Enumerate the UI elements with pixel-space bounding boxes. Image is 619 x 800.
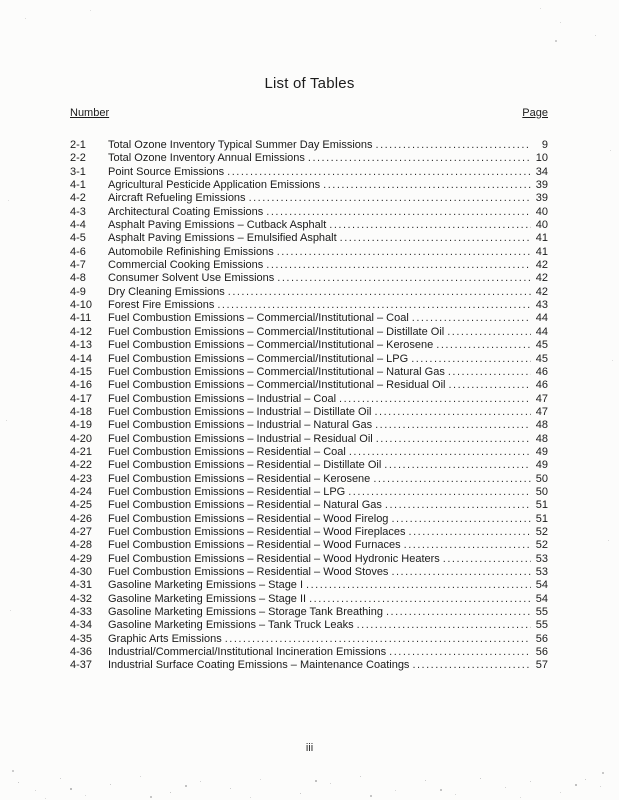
table-page-number: 44 <box>535 325 548 338</box>
table-row <box>70 419 548 432</box>
table-title: Consumer Solvent Use Emissions <box>108 272 275 285</box>
table-number: 2-1 <box>70 139 86 151</box>
dot-leader <box>308 152 531 165</box>
table-page-number: 51 <box>535 499 548 512</box>
dot-leader <box>228 286 531 299</box>
table-page-number: 55 <box>535 619 548 632</box>
table-page-number: 50 <box>535 485 548 498</box>
table-row <box>70 152 548 165</box>
table-title: Fuel Combustion Emissions – Residential – Distillate Oil <box>108 459 382 472</box>
table-number: 4-24 <box>70 485 93 498</box>
table-page-number: 42 <box>535 285 548 298</box>
table-number: 4-5 <box>70 232 86 245</box>
table-number: 4-26 <box>70 512 93 525</box>
table-number: 4-22 <box>70 459 93 472</box>
table-page-number: 56 <box>535 632 548 645</box>
table-title: Fuel Combustion Emissions – Commercial/Institutional – LPG <box>108 352 409 365</box>
table-row <box>70 526 548 539</box>
table-row <box>70 286 548 299</box>
table-row <box>70 272 548 285</box>
dot-leader <box>448 379 531 392</box>
dot-leader <box>340 232 531 245</box>
table-page-number: 42 <box>535 272 548 285</box>
dot-leader <box>409 526 531 539</box>
table-title: Fuel Combustion Emissions – Industrial – Residual Oil <box>108 432 373 445</box>
number-column-header: Number <box>70 107 110 119</box>
table-page-number: 49 <box>535 459 548 472</box>
table-number: 4-6 <box>70 245 86 258</box>
table-title: Fuel Combustion Emissions – Residential – Wood Furnaces <box>108 539 401 552</box>
table-page-number: 42 <box>535 259 548 272</box>
table-title: Fuel Combustion Emissions – Commercial/Institutional – Distillate Oil <box>108 325 445 338</box>
table-row <box>70 659 548 672</box>
dot-leader <box>357 619 531 632</box>
table-page-number: 51 <box>535 512 548 525</box>
table-row <box>70 579 548 592</box>
table-page-number: 39 <box>535 179 548 192</box>
table-page-number: 40 <box>535 205 548 218</box>
table-page-number: 43 <box>535 299 548 312</box>
table-page-number: 9 <box>541 139 548 151</box>
table-title: Gasoline Marketing Emissions – Stage II <box>108 592 307 605</box>
table-title: Fuel Combustion Emissions – Commercial/Institutional – Residual Oil <box>108 379 446 392</box>
table-number: 4-16 <box>70 379 93 392</box>
table-row <box>70 232 548 245</box>
table-number: 4-3 <box>70 205 86 218</box>
table-page-number: 41 <box>535 245 548 258</box>
table-row <box>70 646 548 659</box>
table-number: 4-25 <box>70 499 93 512</box>
table-title: Gasoline Marketing Emissions – Storage Tank Breathing <box>108 606 383 619</box>
dot-leader <box>306 579 531 592</box>
table-title: Total Ozone Inventory Typical Summer Day Emissions <box>108 139 373 151</box>
table-title: Commercial Cooking Emissions <box>108 259 264 272</box>
table-row <box>70 339 548 352</box>
dot-leader <box>386 606 531 619</box>
table-number: 4-27 <box>70 525 93 538</box>
table-row <box>70 486 548 499</box>
table-row <box>70 353 548 366</box>
table-page-number: 54 <box>535 579 548 592</box>
table-number: 4-34 <box>70 619 93 632</box>
table-page-number: 55 <box>535 606 548 619</box>
dot-leader <box>225 633 531 646</box>
table-number: 4-11 <box>70 312 92 325</box>
dot-leader <box>391 566 531 579</box>
table-row <box>70 499 548 512</box>
dot-leader <box>384 459 531 472</box>
table-title: Agricultural Pesticide Application Emissions <box>108 179 321 192</box>
table-number: 3-1 <box>70 165 86 178</box>
table-number: 4-21 <box>70 445 93 458</box>
table-row <box>70 593 548 606</box>
table-page-number: 53 <box>535 552 548 565</box>
table-title: Architectural Coating Emissions <box>108 205 264 218</box>
table-row <box>70 166 548 179</box>
table-title: Automobile Refinishing Emissions <box>108 245 274 258</box>
table-page-number: 50 <box>535 472 548 485</box>
dot-leader <box>376 139 531 152</box>
footer-page-number: iii <box>305 742 314 754</box>
table-number: 4-19 <box>70 419 93 432</box>
table-number: 4-36 <box>70 646 93 659</box>
dot-leader <box>376 433 531 446</box>
dot-leader <box>404 539 531 552</box>
table-number: 4-31 <box>70 579 93 592</box>
table-title: Fuel Combustion Emissions – Residential – Wood Firelog <box>108 512 389 525</box>
table-page-number: 34 <box>535 165 548 178</box>
table-number: 4-10 <box>70 299 93 312</box>
table-number: 2-2 <box>70 152 86 165</box>
table-number: 4-32 <box>70 592 93 605</box>
table-row <box>70 553 548 566</box>
table-title: Asphalt Paving Emissions – Emulsified Asphalt <box>108 232 337 245</box>
table-page-number: 39 <box>535 192 548 205</box>
table-title: Industrial Surface Coating Emissions – Maintenance Coatings <box>108 659 410 672</box>
dot-leader <box>375 406 532 419</box>
table-row <box>70 539 548 552</box>
table-title: Fuel Combustion Emissions – Residential – Coal <box>108 445 346 458</box>
table-page-number: 41 <box>535 232 548 245</box>
table-number: 4-20 <box>70 432 93 445</box>
table-row <box>70 459 548 472</box>
table-number: 4-35 <box>70 632 93 645</box>
table-row <box>70 326 548 339</box>
table-number: 4-12 <box>70 325 93 338</box>
dot-leader <box>448 366 531 379</box>
table-page-number: 52 <box>535 539 548 552</box>
table-number: 4-29 <box>70 552 93 565</box>
dot-leader <box>227 166 531 179</box>
dot-leader <box>349 446 531 459</box>
table-row <box>70 139 548 152</box>
dot-leader <box>309 593 531 606</box>
table-page-number: 52 <box>535 525 548 538</box>
table-title: Point Source Emissions <box>108 165 225 178</box>
table-page-number: 46 <box>535 365 548 378</box>
table-page-number: 44 <box>535 312 548 325</box>
table-row <box>70 633 548 646</box>
dot-leader <box>249 192 531 205</box>
table-page-number: 53 <box>535 566 548 578</box>
table-row <box>70 379 548 392</box>
table-title: Fuel Combustion Emissions – Residential – Wood Stoves <box>108 566 389 578</box>
table-row <box>70 366 548 379</box>
table-page-number: 46 <box>535 379 548 392</box>
table-page-number: 47 <box>535 392 548 405</box>
dot-leader <box>375 419 531 432</box>
table-row <box>70 219 548 232</box>
table-title: Asphalt Paving Emissions – Cutback Asphalt <box>108 219 327 232</box>
table-row <box>70 473 548 486</box>
table-title: Graphic Arts Emissions <box>108 632 222 645</box>
table-number: 4-37 <box>70 659 93 672</box>
table-row <box>70 566 548 579</box>
dot-leader <box>329 219 531 232</box>
table-page-number: 48 <box>535 432 548 445</box>
table-number: 4-30 <box>70 566 93 578</box>
table-row <box>70 312 548 325</box>
dot-leader <box>277 272 531 285</box>
table-title: Fuel Combustion Emissions – Commercial/Institutional – Natural Gas <box>108 365 445 378</box>
table-title: Fuel Combustion Emissions – Residential – Natural Gas <box>108 499 382 512</box>
table-number: 4-28 <box>70 539 93 552</box>
table-page-number: 48 <box>535 419 548 432</box>
dot-leader <box>412 312 531 325</box>
table-number: 4-2 <box>70 192 86 205</box>
page-column-header: Page <box>522 107 548 119</box>
table-page-number: 10 <box>535 152 548 165</box>
table-number: 4-7 <box>70 259 86 272</box>
table-number: 4-14 <box>70 352 93 365</box>
table-row <box>70 299 548 312</box>
page-title: List of Tables <box>264 75 355 92</box>
table-title: Fuel Combustion Emissions – Commercial/Institutional – Coal <box>108 312 409 325</box>
dot-leader <box>436 339 531 352</box>
table-title: Fuel Combustion Emissions – Industrial – Coal <box>108 392 337 405</box>
dot-leader <box>323 179 531 192</box>
list-of-tables <box>70 139 548 673</box>
table-title: Fuel Combustion Emissions – Residential – Kerosene <box>108 472 371 485</box>
dot-leader <box>411 353 531 366</box>
column-header-row <box>70 107 548 119</box>
table-number: 4-18 <box>70 405 93 418</box>
dot-leader <box>266 259 531 272</box>
table-number: 4-9 <box>70 285 86 298</box>
table-title: Dry Cleaning Emissions <box>108 285 225 298</box>
table-row <box>70 406 548 419</box>
table-title: Fuel Combustion Emissions – Residential – Wood Fireplaces <box>108 525 406 538</box>
table-title: Total Ozone Inventory Annual Emissions <box>108 152 305 165</box>
table-title: Fuel Combustion Emissions – Industrial – Natural Gas <box>108 419 373 432</box>
table-row <box>70 619 548 632</box>
table-page-number: 56 <box>535 646 548 659</box>
table-title: Aircraft Refueling Emissions <box>108 192 246 205</box>
dot-leader <box>447 326 531 339</box>
table-title: Gasoline Marketing Emissions – Tank Truck Leaks <box>108 619 354 632</box>
dot-leader <box>391 513 531 526</box>
table-row <box>70 206 548 219</box>
table-title: Forest Fire Emissions <box>108 299 215 312</box>
table-number: 4-1 <box>70 179 86 192</box>
dot-leader <box>373 473 531 486</box>
table-row <box>70 446 548 459</box>
table-page-number: 40 <box>535 219 548 232</box>
table-title: Fuel Combustion Emissions – Industrial – Distillate Oil <box>108 405 372 418</box>
table-title: Fuel Combustion Emissions – Residential – Wood Hydronic Heaters <box>108 552 440 565</box>
table-row <box>70 246 548 259</box>
table-row <box>70 192 548 205</box>
table-title: Fuel Combustion Emissions – Residential – LPG <box>108 485 346 498</box>
table-row <box>70 433 548 446</box>
table-title: Fuel Combustion Emissions – Commercial/Institutional – Kerosene <box>108 339 434 352</box>
table-number: 4-8 <box>70 272 86 285</box>
table-title: Industrial/Commercial/Institutional Incineration Emissions <box>108 646 387 659</box>
table-row <box>70 179 548 192</box>
dot-leader <box>277 246 531 259</box>
table-number: 4-15 <box>70 365 93 378</box>
table-row <box>70 393 548 406</box>
table-number: 4-13 <box>70 339 93 352</box>
dot-leader <box>348 486 531 499</box>
table-page-number: 54 <box>535 592 548 605</box>
dot-leader <box>217 299 531 312</box>
dot-leader <box>389 646 531 659</box>
dot-leader <box>266 206 531 219</box>
table-number: 4-33 <box>70 606 93 619</box>
dot-leader <box>412 659 531 672</box>
dot-leader <box>385 499 531 512</box>
table-page-number: 45 <box>535 352 548 365</box>
table-row <box>70 606 548 619</box>
table-row <box>70 259 548 272</box>
table-row <box>70 513 548 526</box>
table-title: Gasoline Marketing Emissions – Stage I <box>108 579 304 592</box>
dot-leader <box>443 553 531 566</box>
table-page-number: 57 <box>535 659 548 672</box>
table-page-number: 49 <box>535 445 548 458</box>
table-page-number: 47 <box>535 405 548 418</box>
table-page-number: 45 <box>535 339 548 352</box>
table-number: 4-17 <box>70 392 93 405</box>
table-number: 4-23 <box>70 472 93 485</box>
dot-leader <box>339 393 531 406</box>
table-number: 4-4 <box>70 219 86 232</box>
